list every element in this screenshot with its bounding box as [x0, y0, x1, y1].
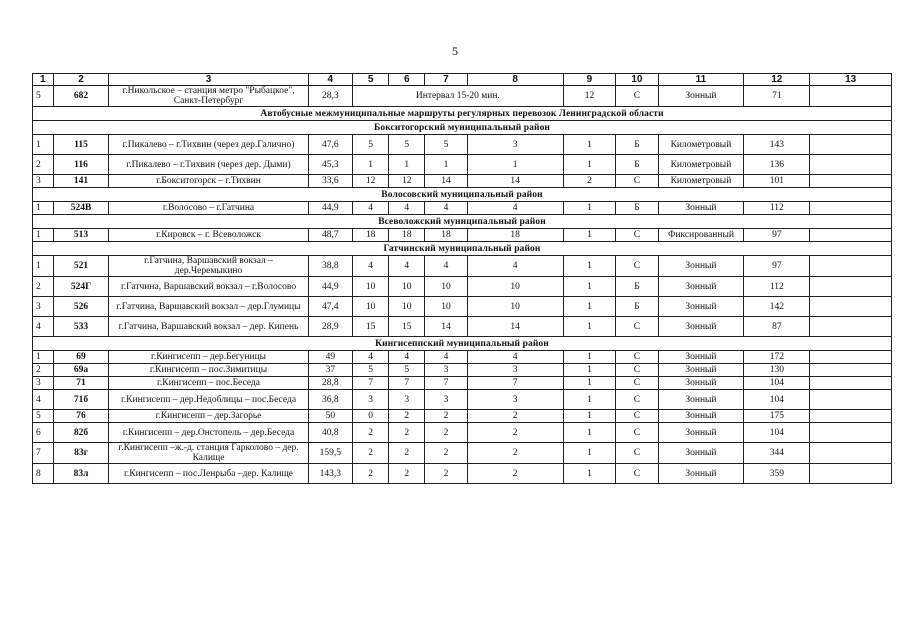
- cell-col13: [810, 86, 892, 107]
- cell-col13: [810, 175, 892, 188]
- cell-col5: 0: [353, 410, 389, 423]
- cell-number: 1: [33, 229, 54, 242]
- cell-number: 4: [33, 390, 54, 410]
- cell-col7: 14: [425, 175, 467, 188]
- cell-col13: [810, 317, 892, 337]
- cell-col7: 4: [425, 351, 467, 364]
- cell-col5: 15: [353, 317, 389, 337]
- cell-col11: Зонный: [658, 423, 744, 443]
- cell-col5: 4: [353, 202, 389, 215]
- cell-route-name: г.Кингисепп – пос.Беседа: [109, 377, 308, 390]
- cell-col5: 4: [353, 351, 389, 364]
- cell-col10: С: [616, 390, 658, 410]
- cell-col10: С: [616, 256, 658, 277]
- cell-col11: Зонный: [658, 277, 744, 297]
- cell-length: 50: [308, 410, 352, 423]
- cell-col9: 12: [563, 86, 616, 107]
- section-row: [33, 121, 892, 135]
- cell-col10: С: [616, 377, 658, 390]
- cell-route-name: г.Гатчина, Варшавский вокзал – дер. Кипень: [109, 317, 308, 337]
- cell-col13: [810, 351, 892, 364]
- cell-col9: 1: [563, 443, 616, 464]
- cell-col13: [810, 297, 892, 317]
- cell-col7: 10: [425, 277, 467, 297]
- cell-length: 28,9: [308, 317, 352, 337]
- header-col-7: 7: [425, 74, 467, 86]
- cell-route-name: г.Кировск – г. Всеволожск: [109, 229, 308, 242]
- cell-col10: С: [616, 410, 658, 423]
- cell-col7: 2: [425, 410, 467, 423]
- cell-col5: 5: [353, 135, 389, 155]
- cell-col5: 1: [353, 155, 389, 175]
- cell-col12: 143: [744, 135, 810, 155]
- cell-col7: 1: [425, 155, 467, 175]
- cell-length: 38,8: [308, 256, 352, 277]
- section-row: [33, 188, 892, 202]
- cell-number: 2: [33, 277, 54, 297]
- cell-col12: 97: [744, 229, 810, 242]
- table-row: [33, 202, 892, 215]
- page-number: 5: [452, 44, 458, 58]
- cell-col10: С: [616, 351, 658, 364]
- cell-col7: 10: [425, 297, 467, 317]
- section-row: [33, 215, 892, 229]
- cell-col6: 15: [389, 317, 425, 337]
- cell-route-name: г.Гатчина, Варшавский вокзал – дер.Глумицы: [109, 297, 308, 317]
- cell-col11: Фиксированный: [658, 229, 744, 242]
- header-col-4: 4: [308, 74, 352, 86]
- cell-route-name: г.Никольское – станция метро "Рыбацкое", Санкт-Петербург: [109, 86, 308, 107]
- cell-col13: [810, 390, 892, 410]
- cell-col11: Километровый: [658, 155, 744, 175]
- cell-route: 71б: [53, 390, 109, 410]
- cell-number: 3: [33, 297, 54, 317]
- cell-col11: Километровый: [658, 175, 744, 188]
- cell-col8: 4: [467, 256, 563, 277]
- cell-number: 1: [33, 351, 54, 364]
- table-row: [33, 351, 892, 364]
- cell-col11: Зонный: [658, 256, 744, 277]
- cell-col13: [810, 423, 892, 443]
- cell-number: 3: [33, 377, 54, 390]
- cell-col13: [810, 277, 892, 297]
- cell-col5: 3: [353, 390, 389, 410]
- cell-length: 45,3: [308, 155, 352, 175]
- cell-col6: 2: [389, 423, 425, 443]
- cell-route: 524В: [53, 202, 109, 215]
- cell-col8: 3: [467, 390, 563, 410]
- cell-col6: 4: [389, 202, 425, 215]
- table-body: [33, 86, 892, 484]
- cell-col8: 7: [467, 377, 563, 390]
- cell-length: 143,3: [308, 464, 352, 484]
- cell-route: 513: [53, 229, 109, 242]
- cell-col11: Зонный: [658, 351, 744, 364]
- cell-route: 521: [53, 256, 109, 277]
- cell-col10: С: [616, 86, 658, 107]
- main-title: Автобусные межмуниципальные маршруты регулярных перевозок Ленинградской области: [33, 107, 892, 121]
- cell-number: 7: [33, 443, 54, 464]
- cell-col8: 1: [467, 155, 563, 175]
- cell-col10: С: [616, 423, 658, 443]
- header-col-12: 12: [744, 74, 810, 86]
- cell-col6: 1: [389, 155, 425, 175]
- cell-route-name: г.Пикалево – г.Тихвин (через дер. Дыми): [109, 155, 308, 175]
- header-col-10: 10: [616, 74, 658, 86]
- cell-col13: [810, 135, 892, 155]
- table-row: [33, 443, 892, 464]
- table-row: [33, 175, 892, 188]
- cell-col10: С: [616, 175, 658, 188]
- table-row: [33, 297, 892, 317]
- cell-route-name: г.Гатчина, Варшавский вокзал – дер.Черемыкино: [109, 256, 308, 277]
- cell-col8: 10: [467, 277, 563, 297]
- cell-length: 159,5: [308, 443, 352, 464]
- cell-col6: 12: [389, 175, 425, 188]
- cell-col13: [810, 155, 892, 175]
- section-title: Кингисеппский муниципальный район: [33, 337, 892, 351]
- cell-col6: 4: [389, 256, 425, 277]
- routes-table: [32, 73, 892, 484]
- cell-col7: 14: [425, 317, 467, 337]
- cell-route-name: г.Кингисепп – дер.Недоблицы – пос.Беседа: [109, 390, 308, 410]
- cell-col5: 18: [353, 229, 389, 242]
- cell-col11: Зонный: [658, 390, 744, 410]
- cell-col6: 5: [389, 135, 425, 155]
- cell-col6: 18: [389, 229, 425, 242]
- cell-number: 1: [33, 202, 54, 215]
- cell-length: 40,8: [308, 423, 352, 443]
- main-title-row: [33, 107, 892, 121]
- cell-col9: 1: [563, 277, 616, 297]
- cell-col12: 359: [744, 464, 810, 484]
- table-row: [33, 155, 892, 175]
- cell-col12: 97: [744, 256, 810, 277]
- cell-col6: 10: [389, 277, 425, 297]
- cell-col12: 104: [744, 390, 810, 410]
- cell-col5: 5: [353, 364, 389, 377]
- cell-col8: 2: [467, 464, 563, 484]
- cell-col13: [810, 377, 892, 390]
- cell-col12: 175: [744, 410, 810, 423]
- cell-col9: 1: [563, 155, 616, 175]
- cell-col9: 1: [563, 423, 616, 443]
- header-col-8: 8: [467, 74, 563, 86]
- cell-route: 82б: [53, 423, 109, 443]
- cell-length: 44,9: [308, 202, 352, 215]
- cell-col6: 3: [389, 390, 425, 410]
- cell-col8: 2: [467, 410, 563, 423]
- cell-route-name: г.Бокситогорск – г.Тихвин: [109, 175, 308, 188]
- cell-col5: 2: [353, 464, 389, 484]
- cell-col10: Б: [616, 277, 658, 297]
- cell-col8: 2: [467, 423, 563, 443]
- cell-col12: 112: [744, 202, 810, 215]
- cell-col9: 2: [563, 175, 616, 188]
- section-row: [33, 242, 892, 256]
- cell-col7: 2: [425, 423, 467, 443]
- cell-length: 37: [308, 364, 352, 377]
- cell-col13: [810, 464, 892, 484]
- table-row: [33, 390, 892, 410]
- cell-number: 1: [33, 256, 54, 277]
- cell-number: 5: [33, 86, 54, 107]
- header-row: [33, 74, 892, 86]
- cell-route: 116: [53, 155, 109, 175]
- cell-col9: 1: [563, 135, 616, 155]
- cell-col8: 3: [467, 364, 563, 377]
- cell-col12: 101: [744, 175, 810, 188]
- cell-col5: 4: [353, 256, 389, 277]
- cell-col5: 2: [353, 443, 389, 464]
- cell-number: 2: [33, 364, 54, 377]
- cell-col6: 2: [389, 443, 425, 464]
- table-row: [33, 277, 892, 297]
- cell-col10: Б: [616, 297, 658, 317]
- cell-route: 69а: [53, 364, 109, 377]
- cell-col10: С: [616, 364, 658, 377]
- cell-col9: 1: [563, 351, 616, 364]
- table-row: [33, 317, 892, 337]
- table-row: [33, 464, 892, 484]
- cell-col5: 7: [353, 377, 389, 390]
- cell-col13: [810, 229, 892, 242]
- cell-route-name: г.Гатчина, Варшавский вокзал – г.Волосово: [109, 277, 308, 297]
- cell-col10: С: [616, 229, 658, 242]
- header-col-6: 6: [389, 74, 425, 86]
- cell-col7: 5: [425, 135, 467, 155]
- table-row: [33, 364, 892, 377]
- cell-col13: [810, 443, 892, 464]
- cell-route: 141: [53, 175, 109, 188]
- cell-route-name: г.Кингисепп – дер.Бегуницы: [109, 351, 308, 364]
- cell-length: 49: [308, 351, 352, 364]
- section-title: Волосовский муниципальный район: [33, 188, 892, 202]
- cell-col9: 1: [563, 390, 616, 410]
- cell-length: 36,8: [308, 390, 352, 410]
- cell-col12: 104: [744, 377, 810, 390]
- cell-route: 526: [53, 297, 109, 317]
- cell-number: 6: [33, 423, 54, 443]
- cell-col8: 10: [467, 297, 563, 317]
- cell-col8: 14: [467, 317, 563, 337]
- cell-col10: С: [616, 317, 658, 337]
- cell-col5: 2: [353, 423, 389, 443]
- cell-length: 47,6: [308, 135, 352, 155]
- cell-col5: 12: [353, 175, 389, 188]
- cell-col6: 5: [389, 364, 425, 377]
- cell-route-name: г.Волосово – г.Гатчина: [109, 202, 308, 215]
- cell-col13: [810, 410, 892, 423]
- cell-col9: 1: [563, 317, 616, 337]
- cell-col7: 3: [425, 364, 467, 377]
- cell-col11: Зонный: [658, 86, 744, 107]
- cell-route: 115: [53, 135, 109, 155]
- cell-col9: 1: [563, 410, 616, 423]
- cell-length: 33,6: [308, 175, 352, 188]
- cell-col10: С: [616, 464, 658, 484]
- cell-length: 44,9: [308, 277, 352, 297]
- cell-col5: 10: [353, 297, 389, 317]
- cell-number: 3: [33, 175, 54, 188]
- header-col-11: 11: [658, 74, 744, 86]
- cell-route-name: г.Пикалево – г.Тихвин (через дер.Галично): [109, 135, 308, 155]
- cell-length: 48,7: [308, 229, 352, 242]
- cell-col10: Б: [616, 135, 658, 155]
- header-col-1: 1: [33, 74, 54, 86]
- cell-col12: 112: [744, 277, 810, 297]
- cell-col7: 2: [425, 443, 467, 464]
- cell-col8: 2: [467, 443, 563, 464]
- cell-col11: Зонный: [658, 202, 744, 215]
- cell-col9: 1: [563, 256, 616, 277]
- cell-route: 83л: [53, 464, 109, 484]
- section-row: [33, 337, 892, 351]
- cell-col7: 18: [425, 229, 467, 242]
- cell-col12: 142: [744, 297, 810, 317]
- section-title: Бокситогорский муниципальный район: [33, 121, 892, 135]
- cell-col6: 7: [389, 377, 425, 390]
- cell-col13: [810, 364, 892, 377]
- cell-col6: 2: [389, 464, 425, 484]
- cell-col11: Зонный: [658, 464, 744, 484]
- cell-col6: 2: [389, 410, 425, 423]
- cell-number: 5: [33, 410, 54, 423]
- header-col-5: 5: [353, 74, 389, 86]
- cell-route-name: г.Кингисепп – дер.Загорье: [109, 410, 308, 423]
- cell-col12: 172: [744, 351, 810, 364]
- cell-route: 69: [53, 351, 109, 364]
- table-row: [33, 423, 892, 443]
- cell-col9: 1: [563, 202, 616, 215]
- cell-col6: 4: [389, 351, 425, 364]
- cell-col5: 10: [353, 277, 389, 297]
- table-row: [33, 256, 892, 277]
- cell-col7: 2: [425, 464, 467, 484]
- cell-col8: 4: [467, 351, 563, 364]
- cell-col13: [810, 256, 892, 277]
- cell-col11: Километровый: [658, 135, 744, 155]
- cell-col7: 7: [425, 377, 467, 390]
- cell-col9: 1: [563, 364, 616, 377]
- cell-col12: 136: [744, 155, 810, 175]
- table-row: [33, 410, 892, 423]
- cell-col12: 130: [744, 364, 810, 377]
- cell-col8: 18: [467, 229, 563, 242]
- cell-col11: Зонный: [658, 410, 744, 423]
- section-title: Гатчинский муниципальный район: [33, 242, 892, 256]
- cell-col12: 87: [744, 317, 810, 337]
- header-col-9: 9: [563, 74, 616, 86]
- cell-route: 76: [53, 410, 109, 423]
- cell-col13: [810, 202, 892, 215]
- cell-col11: Зонный: [658, 317, 744, 337]
- cell-number: 2: [33, 155, 54, 175]
- cell-col10: Б: [616, 202, 658, 215]
- cell-route: 71: [53, 377, 109, 390]
- cell-route: 524Г: [53, 277, 109, 297]
- cell-number: 1: [33, 135, 54, 155]
- cell-col6: 10: [389, 297, 425, 317]
- header-col-3: 3: [109, 74, 308, 86]
- cell-route-name: г.Кингисепп –ж.-д. станция Гарколово – дер. Калище: [109, 443, 308, 464]
- cell-col9: 1: [563, 464, 616, 484]
- cell-route-name: г.Кингисепп – дер.Онстопель – дер.Беседа: [109, 423, 308, 443]
- cell-col11: Зонный: [658, 377, 744, 390]
- cell-route: 83г: [53, 443, 109, 464]
- cell-length: 47,4: [308, 297, 352, 317]
- cell-col8: 4: [467, 202, 563, 215]
- cell-col11: Зонный: [658, 364, 744, 377]
- cell-number: 8: [33, 464, 54, 484]
- cell-route: 682: [53, 86, 109, 107]
- cell-route-name: г.Кингисепп – пос.Зимитицы: [109, 364, 308, 377]
- cell-col8: 14: [467, 175, 563, 188]
- cell-col12: 344: [744, 443, 810, 464]
- cell-route-name: г.Кингисепп – пос.Ленрыба –дер. Калище: [109, 464, 308, 484]
- cell-interval: Интервал 15-20 мин.: [353, 86, 564, 107]
- header-col-2: 2: [53, 74, 109, 86]
- cell-col12: 104: [744, 423, 810, 443]
- cell-col9: 1: [563, 377, 616, 390]
- table-row: [33, 377, 892, 390]
- section-title: Всеволожский муниципальный район: [33, 215, 892, 229]
- table-row: [33, 86, 892, 107]
- table-row: [33, 135, 892, 155]
- header-col-13: 13: [810, 74, 892, 86]
- cell-col11: Зонный: [658, 297, 744, 317]
- cell-col9: 1: [563, 297, 616, 317]
- cell-col12: 71: [744, 86, 810, 107]
- cell-col7: 4: [425, 202, 467, 215]
- cell-length: 28,8: [308, 377, 352, 390]
- cell-col10: Б: [616, 155, 658, 175]
- cell-length: 28,3: [308, 86, 352, 107]
- cell-route: 533: [53, 317, 109, 337]
- cell-col7: 3: [425, 390, 467, 410]
- cell-col11: Зонный: [658, 443, 744, 464]
- table-row: [33, 229, 892, 242]
- cell-col7: 4: [425, 256, 467, 277]
- cell-col10: С: [616, 443, 658, 464]
- cell-col9: 1: [563, 229, 616, 242]
- cell-number: 4: [33, 317, 54, 337]
- cell-col8: 3: [467, 135, 563, 155]
